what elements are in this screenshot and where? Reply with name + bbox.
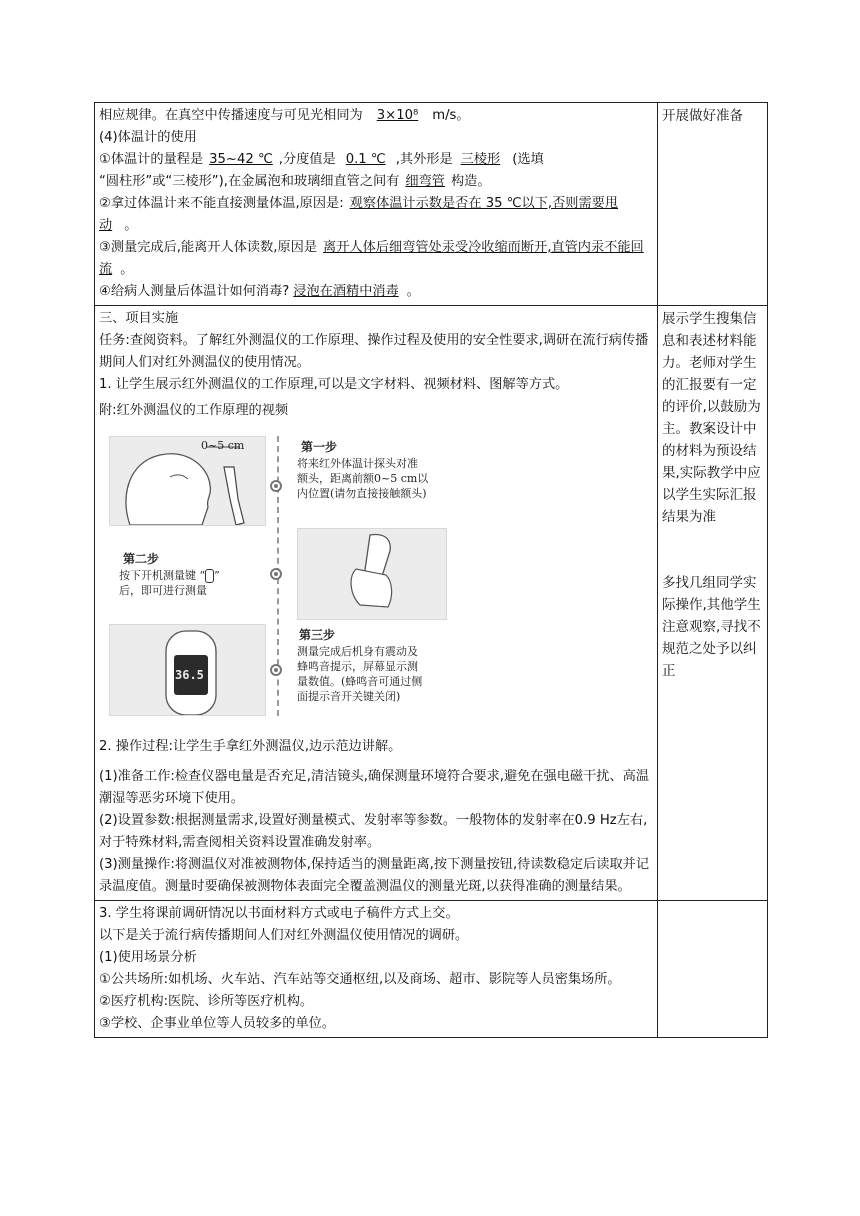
text: 内位置(请勿直接接触额头) [297, 487, 427, 500]
scenario-medical: ②医疗机构:医院、诊所等医疗机构。 [99, 994, 314, 1009]
step-marker-icon [270, 664, 282, 676]
project-implementation-cell [95, 306, 658, 901]
reset-line [99, 193, 653, 237]
text: 测量完成后机身有震动及 [297, 645, 418, 658]
text: 将来红外体温计探头对准 [297, 457, 418, 470]
thermometer-usage-cell [95, 103, 658, 306]
scenario-heading: (1)使用场景分析 [99, 950, 197, 965]
scenario-schools: ③学校、企事业单位等人员较多的单位。 [99, 1016, 336, 1031]
text: ④给病人测量后体温计如何消毒? [99, 284, 290, 299]
task-text: 任务:查阅资料。了解红外测温仪的工作原理、操作过程及使用的安全性要求,调研在流行病传播期间人们对红外测温仪的使用情况。 [99, 333, 649, 370]
text: 。 [124, 218, 138, 233]
text: ,分度值是 [278, 152, 336, 167]
answer-speed: 3×10⁸ [376, 108, 419, 123]
step-marker-icon [270, 480, 282, 492]
text: 后，即可进行测量 [119, 584, 207, 597]
answer-shape: 三棱形 [460, 152, 501, 167]
item-2: 2. 操作过程:让学生手拿红外测温仪,边示范边讲解。 [99, 739, 402, 754]
text: 蜂鸣音提示，屏幕显示测 [297, 660, 418, 673]
answer-reading: 离开人体后细弯管处汞受冷收缩而断开,直管内汞不能回流 [99, 240, 644, 277]
text: m/s。 [432, 108, 470, 123]
text: 按下开机测量键 “ [119, 569, 206, 582]
hand-illustration [297, 528, 447, 620]
blank [112, 218, 124, 233]
survey-intro: 以下是关于流行病传播期间人们对红外测温仪使用情况的调研。 [99, 928, 469, 943]
step-2-title: 第二步 [123, 552, 160, 566]
table-row [95, 901, 768, 1038]
text: 。 [120, 262, 134, 277]
answer-disinfect: 浸泡在酒精中消毒 [293, 284, 399, 299]
text: “圆柱形”或“三棱形”),在金属泡和玻璃细直管之间有 [99, 174, 400, 189]
structure-line [99, 171, 653, 193]
text: 额头，距离前额0~5 cm以 [297, 472, 429, 485]
parameter-text: (2)设置参数:根据测量需求,设置好测量模式、发射率等参数。一般物体的发射率在0.9 Hz左右,对于特殊材料,需查阅相关资料设置准确发射率。 [99, 813, 648, 850]
power-button-icon [205, 569, 214, 583]
reading-line [99, 237, 653, 281]
text: (选填 [512, 152, 544, 167]
disinfect-line [99, 281, 653, 303]
table-row [95, 306, 768, 901]
text: ③测量完成后,能离开人体读数,原因是 [99, 240, 318, 255]
step-1-title: 第一步 [301, 440, 338, 454]
step-3-text [297, 644, 422, 704]
text: ①体温计的量程是 [99, 152, 204, 167]
step-1-text [297, 456, 428, 501]
step-2-text [119, 568, 220, 598]
text: 。 [406, 284, 420, 299]
step-marker-icon [270, 568, 282, 580]
item-3: 3. 学生将课前调研情况以书面材料方式或电子稿件方式上交。 [99, 906, 459, 921]
propagation-line [99, 105, 653, 127]
distance-label: 0~5 cm [201, 439, 245, 452]
lesson-plan-table [94, 102, 768, 1038]
text: ,其外形是 [395, 152, 453, 167]
measurement-text: (3)测量操作:将测温仪对准被测物体,保持适当的测量距离,按下测量按钮,待读数稳定后读取并记录温度值。测量时要确保被测物体表面完全覆盖测温仪的测量光斑,以获得准确的测量结果。 [99, 857, 650, 894]
section-heading: (4)体温计的使用 [99, 130, 197, 145]
section-heading: 三、项目实施 [99, 311, 179, 326]
side-note: 开展做好准备 [662, 108, 743, 124]
step-3-title: 第三步 [299, 628, 336, 642]
side-note-cell [658, 306, 768, 901]
hand-holding-thermometer-icon [298, 529, 446, 619]
display-reading: 36.5 [175, 668, 204, 682]
infrared-thermometer-diagram [109, 436, 439, 726]
answer-reset: 观察体温计示数是否在 35 ℃以下,否则需要甩动 [99, 196, 619, 233]
range-line [99, 149, 653, 171]
side-note: 多找几组同学实际操作,其他学生注意观察,寻找不规范之处予以纠正 [662, 575, 761, 679]
survey-cell [95, 901, 658, 1038]
answer-range: 35~42 ℃ [209, 152, 273, 167]
answer-structure: 细弯管 [405, 174, 445, 189]
scenario-public: ①公共场所:如机场、火车站、汽车站等交通枢纽,以及商场、超市、影院等人员密集场所。 [99, 972, 621, 987]
side-note-cell [658, 901, 768, 1038]
text: ” [214, 569, 220, 582]
blank [112, 262, 120, 277]
preparation-text: (1)准备工作:检查仪器电量是否充足,清洁镜头,确保测量环境符合要求,避免在强电磁干扰、高温潮湿等恶劣环境下使用。 [99, 769, 650, 806]
text: 相应规律。在真空中传播速度与可见光相同为 [99, 108, 363, 123]
text: 面提示音开关键关闭) [297, 690, 401, 703]
text: 量数值。(蜂鸣音可通过侧 [297, 675, 423, 688]
answer-division: 0.1 ℃ [345, 152, 386, 167]
text: 构造。 [450, 174, 491, 189]
side-note: 展示学生搜集信息和表述材料能力。老师对学生的汇报要有一定的评价,以鼓励为主。教案设计中的材料为预设结果,实际教学中应以学生实际汇报结果为准 [662, 311, 761, 525]
side-note-cell [658, 103, 768, 306]
table-row [95, 103, 768, 306]
item-1: 1. 让学生展示红外测温仪的工作原理,可以是文字材料、视频材料、图解等方式。 [99, 377, 569, 392]
text: ②拿过体温计来不能直接测量体温,原因是: [99, 196, 344, 211]
attachment-caption: 附:红外测温仪的工作原理的视频 [99, 403, 289, 418]
